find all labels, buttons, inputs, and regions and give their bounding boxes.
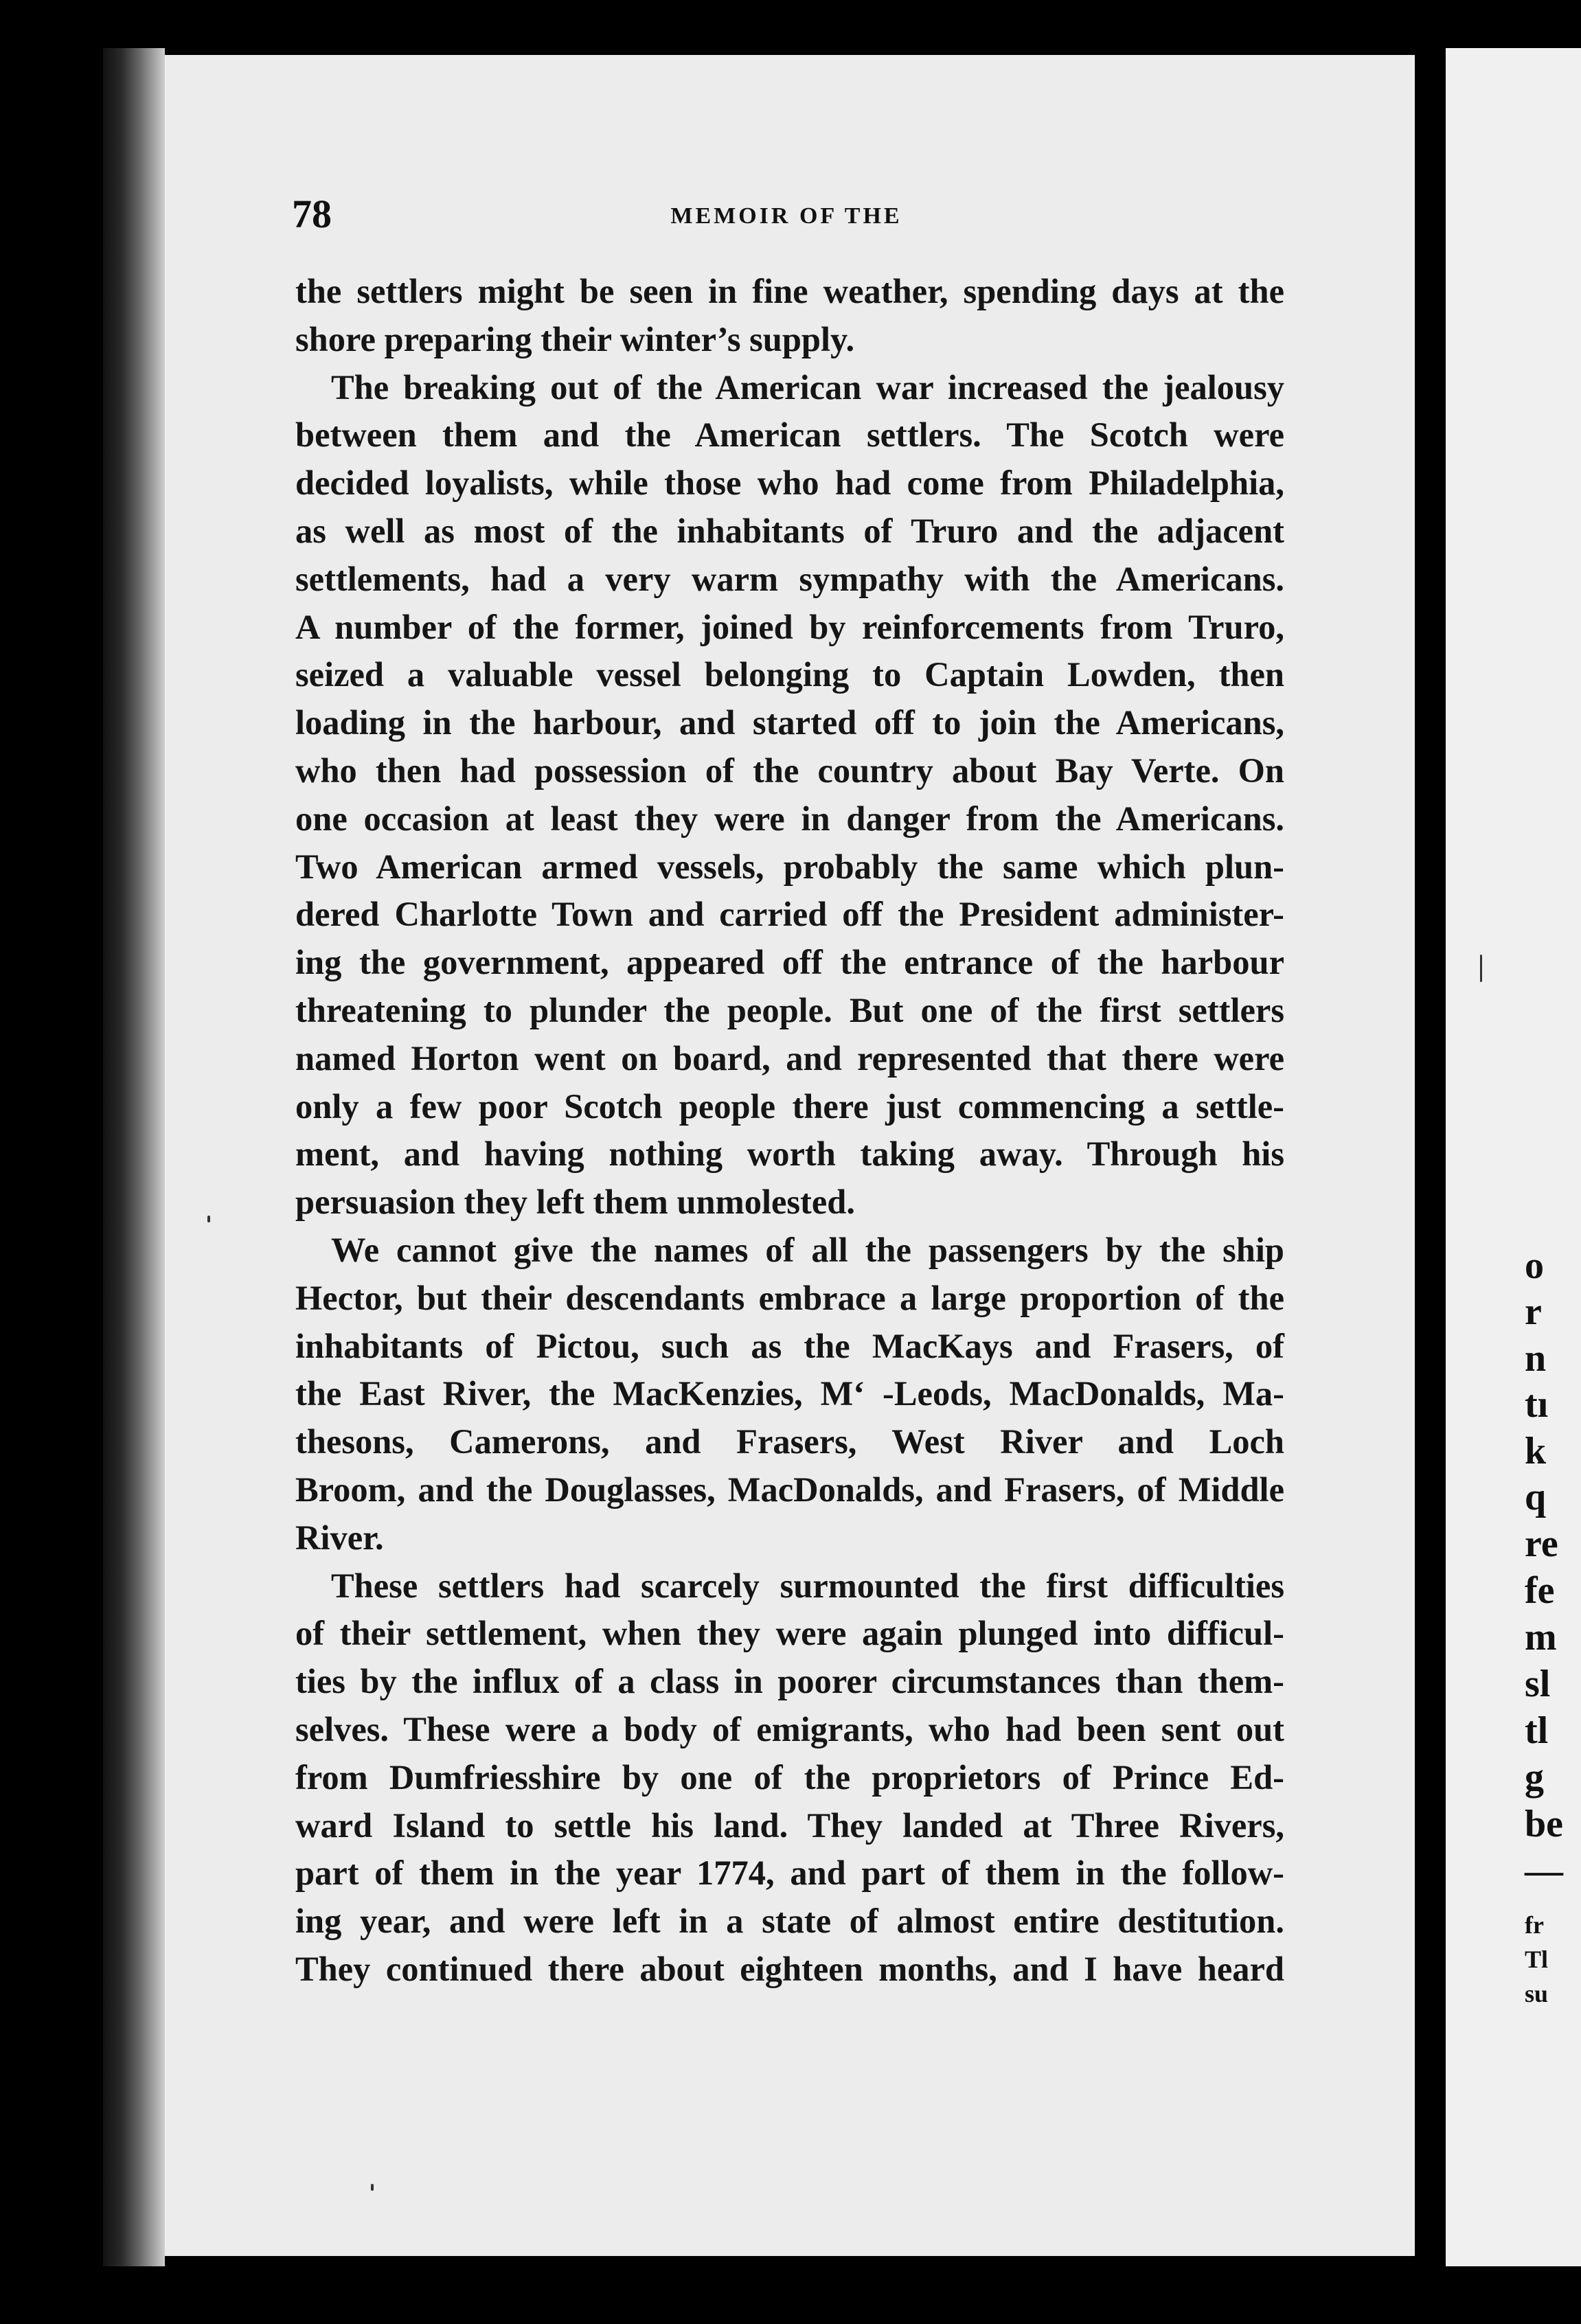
text-line: persuasion they left them unmolested. [295, 1183, 855, 1222]
text-line: one occasion at least they were in danger from the Americans. [295, 799, 1284, 838]
adjacent-page-fragment: Tl [1525, 1946, 1549, 1973]
scan-border [0, 0, 1581, 62]
text-line: shore preparing their winter’s supply. [295, 319, 855, 358]
adjacent-page-edge [1446, 48, 1581, 2266]
text-line: the East River, the MacKenzies, M‘ ‑Leods, MacDonalds, Ma- [295, 1374, 1284, 1413]
adjacent-page-fragment: fe [1525, 1569, 1555, 1612]
text-line: who then had possession of the country about Bay Verte. On [295, 751, 1284, 790]
text-line: decided loyalists, while those who had come from Philadelphia, [295, 464, 1284, 503]
adjacent-page-fragment: be [1525, 1803, 1563, 1845]
adjacent-page-fragment: re [1525, 1523, 1558, 1565]
scan-speck [371, 2184, 374, 2191]
text-line: Two American armed vessels, probably the same which plun- [295, 847, 1284, 886]
body-text [295, 268, 1284, 1994]
text-line: ing year, and were left in a state of almost entire destitution. [295, 1902, 1284, 1941]
text-line: River. [295, 1518, 384, 1557]
scan-speck [207, 1216, 210, 1222]
adjacent-page-fragment: o [1525, 1244, 1544, 1287]
text-line: only a few poor Scotch people there just commencing a settle- [295, 1086, 1284, 1126]
text-line: ties by the influx of a class in poorer circumstances than them- [295, 1662, 1284, 1701]
adjacent-page-fragment: fr [1525, 1911, 1544, 1939]
adjacent-page-fragment: r [1525, 1290, 1542, 1333]
adjacent-page-fragment: tı [1525, 1383, 1549, 1426]
text-line: A number of the former, joined by reinforcements from Truro, [295, 607, 1284, 646]
text-line: We cannot give the names of all the passengers by the ship [331, 1230, 1284, 1269]
text-line: as well as most of the inhabitants of Truro and the adjacent [295, 511, 1284, 550]
text-line: The breaking out of the American war increased the jealousy [331, 367, 1284, 407]
adjacent-page-fragment: q [1525, 1476, 1547, 1518]
text-line: the settlers might be seen in fine weather, spending days at the [295, 272, 1284, 310]
text-line: ward Island to settle his land. They landed at Three Rivers, [295, 1805, 1284, 1845]
page-binding-shadow [103, 48, 165, 2266]
adjacent-page-fragment: k [1525, 1430, 1547, 1472]
page-gutter [1415, 41, 1446, 2280]
text-line: loading in the harbour, and started off to join the Americans, [295, 703, 1284, 742]
text-line: selves. These were a body of emigrants, who had been sent out [295, 1709, 1284, 1748]
text-line: part of them in the year 1774, and part of them in the follow- [295, 1854, 1284, 1893]
page-header [292, 191, 1281, 239]
text-line: threatening to plunder the people. But one of the first settlers [295, 990, 1284, 1029]
text-line: Hector, but their descendants embrace a large proportion of the [295, 1278, 1284, 1317]
text-line: Broom, and the Douglasses, MacDonalds, and Frasers, of Middle [295, 1470, 1284, 1509]
text-line: inhabitants of Pictou, such as the MacKays and Frasers, of [295, 1326, 1284, 1365]
adjacent-page-fragment: sl [1525, 1663, 1551, 1705]
text-line: These settlers had scarcely surmounted the first difficulties [331, 1566, 1284, 1605]
text-line: between them and the American settlers. The Scotch were [295, 415, 1284, 455]
text-line: thesons, Camerons, and Frasers, West River and Loch [295, 1422, 1284, 1461]
adjacent-page-fragment: tl [1525, 1709, 1549, 1752]
text-line: from Dumfriesshire by one of the proprietors of Prince Ed- [295, 1757, 1284, 1797]
text-line: settlements, had a very warm sympathy with the Americans. [295, 559, 1284, 598]
text-line: of their settlement, when they were again plunged into difficul- [295, 1614, 1284, 1653]
adjacent-page-fragment: m [1525, 1616, 1557, 1659]
text-line: named Horton went on board, and represented that there were [295, 1038, 1284, 1078]
adjacent-page-fragment: n [1525, 1337, 1547, 1380]
text-line: dered Charlotte Town and carried off the President administer- [295, 895, 1284, 934]
adjacent-page-fragment: — [1525, 1849, 1563, 1892]
scan-speck [1480, 955, 1482, 982]
adjacent-page-fragment: su [1525, 1980, 1549, 2007]
text-line: They continued there about eighteen months, and I have heard [295, 1949, 1284, 1988]
text-line: ment, and having nothing worth taking away. Through his [295, 1135, 1284, 1174]
page-number: 78 [292, 192, 332, 236]
text-line: seized a valuable vessel belonging to Captain Lowden, then [295, 655, 1284, 694]
text-line: ing the government, appeared off the entrance of the harbour [295, 943, 1284, 982]
running-head: MEMOIR OF THE [670, 203, 902, 229]
adjacent-page-fragment: g [1525, 1756, 1544, 1799]
